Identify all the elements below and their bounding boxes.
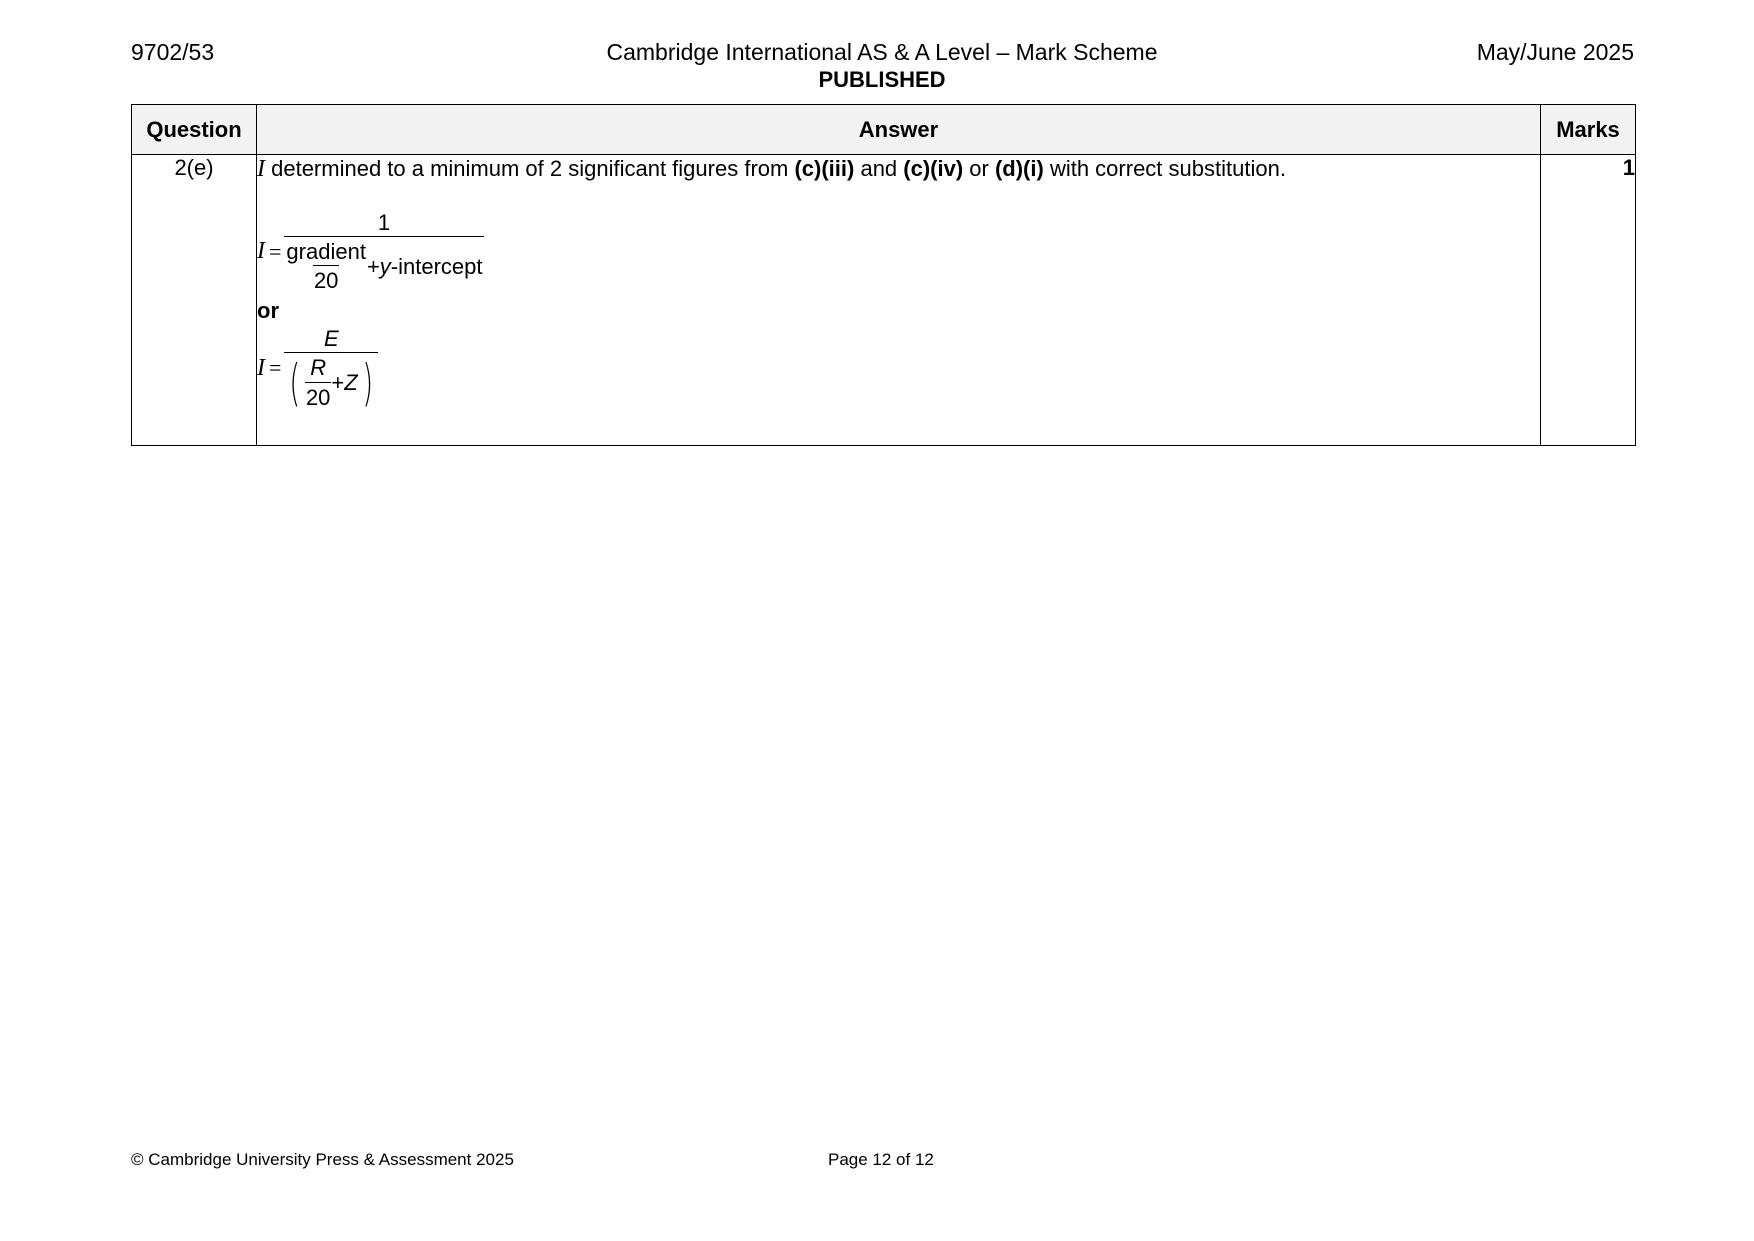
fraction-denominator	[284, 352, 378, 410]
intro-text: determined to a minimum of 2 significant figures from	[265, 156, 795, 181]
copyright-notice: © Cambridge University Press & Assessment 2025	[131, 1150, 514, 1169]
published-label: PUBLISHED	[818, 67, 946, 92]
table-row	[132, 155, 1636, 446]
ref-d-i: (d)(i)	[994, 156, 1044, 181]
inner-numerator: gradient	[286, 239, 366, 265]
fraction-numerator: E	[323, 326, 339, 352]
ref-c-iv: (c)(iv)	[903, 156, 964, 181]
answer-cell	[257, 155, 1541, 446]
page-number: Page 12 of 12	[828, 1150, 934, 1169]
table-header-row	[132, 105, 1636, 155]
inner-denominator: 20	[305, 382, 331, 410]
inner-numerator: R	[310, 355, 327, 381]
y-symbol: y	[379, 253, 391, 279]
fraction-numerator: 1	[377, 209, 391, 235]
left-parenthesis: (	[289, 353, 301, 412]
inner-denominator: 20	[313, 265, 339, 293]
question-number: 2(e)	[132, 155, 257, 446]
ref-c-iii: (c)(iii)	[794, 156, 855, 181]
inner-fraction	[305, 355, 331, 410]
plus-sign: +	[366, 253, 380, 279]
question-column-header: Question	[132, 105, 257, 155]
equals-sign: =	[269, 238, 282, 264]
intro-text: with correct substitution.	[1043, 156, 1286, 181]
intercept-label: -intercept	[390, 253, 483, 279]
z-symbol: Z	[344, 370, 358, 396]
outer-fraction	[284, 326, 378, 410]
intro-text: and	[854, 156, 904, 181]
equation-emf-form	[257, 326, 1540, 410]
fraction-denominator	[284, 236, 483, 294]
plus-sign: +	[331, 370, 345, 396]
current-symbol: I	[257, 156, 265, 182]
outer-fraction	[284, 210, 483, 294]
document-title: Cambridge International AS & A Level – Mark Scheme	[606, 39, 1158, 65]
right-parenthesis: )	[362, 353, 373, 412]
or-separator: or	[257, 297, 279, 323]
marks-value: 1	[1541, 155, 1636, 446]
equation-gradient-form	[257, 210, 1540, 294]
eq-lhs: I	[257, 354, 265, 381]
marks-column-header: Marks	[1541, 105, 1636, 155]
equals-sign: =	[269, 355, 282, 381]
answer-intro	[257, 155, 1540, 184]
eq-lhs: I	[257, 238, 265, 265]
paper-code: 9702/53	[131, 39, 215, 65]
intro-text: or	[963, 156, 995, 181]
answer-column-header: Answer	[257, 105, 1541, 155]
mark-scheme-table	[131, 104, 1636, 446]
inner-fraction	[285, 239, 367, 294]
exam-session: May/June 2025	[1476, 39, 1634, 65]
